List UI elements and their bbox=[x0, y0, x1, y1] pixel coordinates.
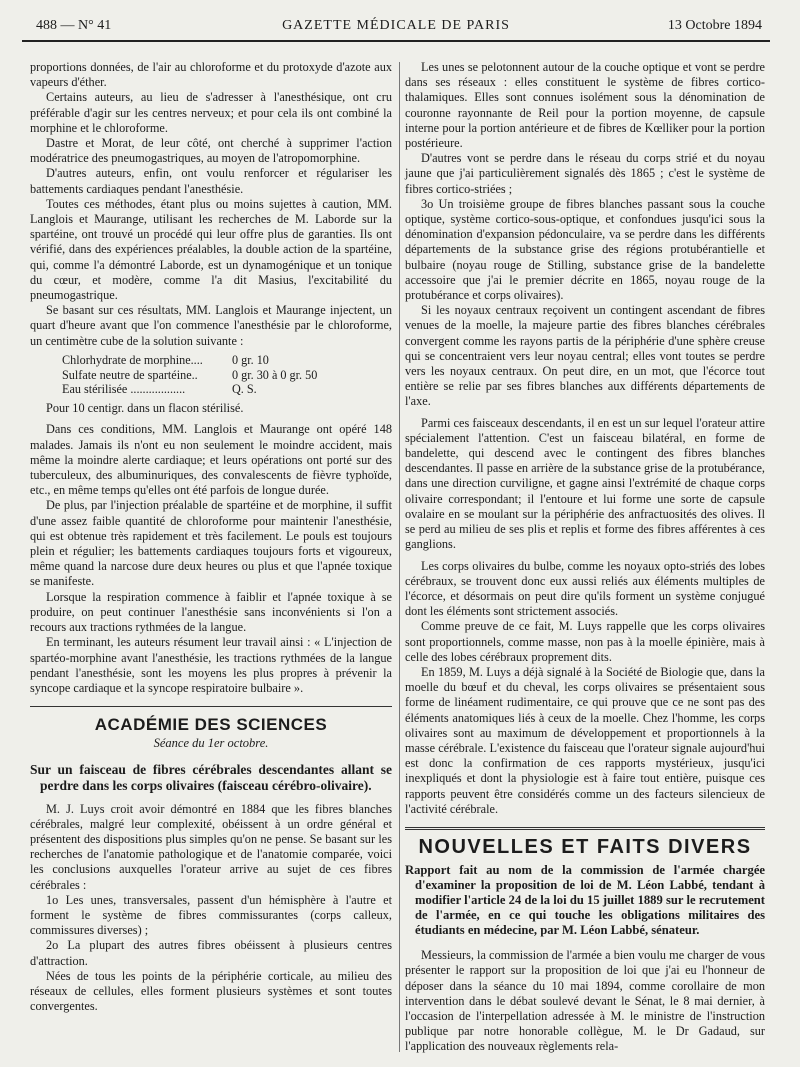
formula-note: Pour 10 centigr. dans un flacon stérilisé. bbox=[46, 401, 244, 416]
paragraph: D'autres vont se perdre dans le réseau du corps strié et du noyau jaune que j'ai particulièrement signalés dès 1865 ; c'est le système de fibres cortico-striées ; bbox=[405, 151, 765, 196]
column-divider bbox=[399, 62, 400, 1052]
paragraph: D'autres auteurs, enfin, ont voulu renforcer et régulariser les battements cardiaques pendant l'anesthésie. bbox=[30, 166, 392, 196]
paragraph: Parmi ces faisceaux descendants, il en est un sur lequel l'orateur attire spécialement l'attention. C'est un faisceau bilatéral, en forme de bandelette, qui descend avec le contingent des fibres blanches descendantes. Il passe en arrière de la substance grise de la protubérance, dans une direction curviligne, et gagne ainsi l'extrémité de chaque corps olivaire correspondant; il l'entoure et lui forme une sorte de capsule ovalaire en se moulant sur la périphérie des anfractuosités des olives. Il se perd au milieu de ses plis et replis et forme des fibres afférentes à ces ganglions. bbox=[405, 415, 765, 552]
ingredient-dose: 0 gr. 10 bbox=[232, 352, 269, 367]
paragraph: Les unes se pelotonnent autour de la couche optique et vont se perdre dans ses réseaux : elles constituent le système de fibres cortico-thalamiques. Elles sont connues isolément sous la dénomination de couronne rayonnante de Reil pour la portion moyenne, de capsule interne pour la portion antérieure et de fibres de Kœlliker pour la portion postérieure. bbox=[405, 60, 765, 151]
section-rule bbox=[405, 827, 765, 830]
ingredient-name: Eau stérilisée .................. bbox=[62, 382, 186, 397]
paragraph: Dans ces conditions, MM. Langlois et Maurange ont opéré 148 malades. Jamais ils n'ont eu non seulement le moindre accident, mais même la moindre alerte cardiaque; et leurs opérations ont porté sur des tuberculeux, des albuminuriques, des convalescents de fièvre typhoïde, etc., en même temps qu'elles ont été parfois de longue durée. bbox=[30, 422, 392, 498]
journal-title: GAZETTE MÉDICALE DE PARIS bbox=[282, 18, 510, 33]
issue-date: 13 Octobre 1894 bbox=[667, 18, 762, 33]
paragraph: proportions données, de l'air au chloroforme et du protoxyde d'azote aux vapeurs d'éther. bbox=[30, 60, 392, 90]
report-title: Rapport fait au nom de la commission de l'armée chargée d'examiner la proposition de loi de M. Léon Labbé, tendant à modifier l'article 24 de la loi du 15 juillet 1889 sur le recrutement de l'armée, en ce qui touche les obligations militaires des étudiants en médecine, par M. Léon Labbé, sénateur. bbox=[405, 863, 765, 938]
section-rule bbox=[30, 706, 392, 707]
paragraph: 1o Les unes, transversales, passent d'un hémisphère à l'autre et forment le système de fibres commissurantes (corps calleux, commissures diverses) ; bbox=[30, 892, 392, 938]
page-number: 488 — N° 41 bbox=[36, 18, 112, 33]
ingredient-dose: 0 gr. 30 à 0 gr. 50 bbox=[232, 367, 318, 382]
article-title: Sur un faisceau de fibres cérébrales descendantes allant se perdre dans les corps olivaires (faisceau cérébro-olivaire). bbox=[30, 761, 392, 793]
paragraph: Nées de tous les points de la périphérie corticale, au milieu des réseaux de cellules, elles forment plusieurs systèmes et sont toutes convergentes. bbox=[30, 968, 392, 1014]
paragraph: Lorsque la respiration commence à faiblir et l'apnée toxique à se produire, on peut continuer l'anesthésie sans inconvénients si l'on a recours aux tractions rythmées de la langue. bbox=[30, 589, 392, 635]
paragraph: De plus, par l'injection préalable de spartéine et de morphine, il suffit d'une assez faible quantité de chloroforme pour maintenir l'anesthésie, qui est obtenue très rapidement et très facilement. Le pouls est toujours plein et régulier; les battements cardiaques toujours forts et vigoureux, même quand la narcose dure deux heures ou plus et que l'apnée toxique se manifeste. bbox=[30, 498, 392, 589]
ingredient-dose: Q. S. bbox=[232, 382, 257, 397]
paragraph: Dastre et Morat, de leur côté, ont cherché à supprimer l'action modératrice des pneumogastriques, au moyen de l'atropomorphine. bbox=[30, 136, 392, 166]
paragraph: Se basant sur ces résultats, MM. Langlois et Maurange injectent, un quart d'heure avant que l'on commence l'anesthésie par le chloroforme, un centimètre cube de la solution suivante : bbox=[30, 303, 392, 348]
left-column bbox=[30, 60, 392, 1014]
paragraph: En terminant, les auteurs résument leur travail ainsi : « L'injection de spartéo-morphine avant l'anesthésie, les tractions rythmées de la langue pendant l'anesthésie, sont les moyens les plus propres à prévenir la syncope cardiaque et la syncope respiratoire bulbaire ». bbox=[30, 635, 392, 695]
paragraph: 3o Un troisième groupe de fibres blanches passant sous la couche optique, système cortico-sous-optique, et confondues jusqu'ici sous la dénomination d'expansion pédonculaire, va se perdre dans les différents départements de la substance grise des régions protubérantielle et bulbaire (noyau rouge de Stilling, substance grise de la bandelette accessoire que j'ai le premier décrite en 1865, noyau rouge de la protubérance et corps olivaires). bbox=[405, 196, 765, 303]
formula-row bbox=[62, 382, 392, 397]
paragraph: M. J. Luys croit avoir démontré en 1884 que les fibres blanches cérébrales, malgré leur complexité, obéissent à un ordre général et présentent des dispositions plus simples qu'on ne pense. Se basant sur les recherches de l'anatomie pathologique et de l'anatomie comparée, voici les conclusions auxquelles l'orateur arrive au sujet de ces fibres cérébrales : bbox=[30, 801, 392, 892]
news-section-title: NOUVELLES ET FAITS DIVERS bbox=[418, 835, 752, 858]
paragraph: Si les noyaux centraux reçoivent un contingent ascendant de fibres venues de la moelle, la majeure partie des fibres blanches cérébrales convergent comme les rayons partis de la périphérie d'une sphère creuse qui se concentraient vers leur noyau central; elles vont toutes se perdre vers les noyaux centraux. On peut dire, en un mot, que l'écorce tout entière se relie par ses fibres blanches aux différents départements de l'axe. bbox=[405, 303, 765, 409]
paragraph: Messieurs, la commission de l'armée a bien voulu me charger de vous présenter le rapport sur la proposition de loi que j'ai eu l'honneur de déposer dans la séance du 10 mai 1894, comme corollaire de mon intervention dans le débat soulevé devant le Sénat, le 8 mai dernier, à l'occasion de l'interpellation adressée à M. le ministre de l'instruction publique par notre honorable collègue, M. le Dr Gadaud, sur l'application des nouveaux règlements rela- bbox=[405, 948, 765, 1054]
formula-row bbox=[62, 353, 392, 368]
paragraph: Comme preuve de ce fait, M. Luys rappelle que les corps olivaires sont proportionnels, comme masse, non pas à la moelle épinière, mais à celle des lobes cérébraux proprement dits. bbox=[405, 619, 765, 664]
paragraph: 2o La plupart des autres fibres obéissent à plusieurs centres d'attraction. bbox=[30, 938, 392, 968]
page-header bbox=[22, 18, 770, 42]
formula-row bbox=[62, 368, 392, 383]
prescription-formula bbox=[62, 353, 392, 397]
paragraph: En 1859, M. Luys a déjà signalé à la Société de Biologie que, dans la moelle du bœuf et du cheval, les corps olivaires se présentaient sous forme de linéament rudimentaire, ce qui prouve que ce ne sont pas des éléments anatomiques liés à ceux de la moelle. Chez l'homme, les corps olivaires sont au maximum de développement et proportionnels à la masse cérébrale. L'existence du faisceau que l'orateur signale aujourd'hui est donc la confirmation de ces rapports mystérieux, jusqu'ici inexpliqués et dont la physiologie est à faire tout entière, puisque ces rapports peuvent être considérés comme un des facteurs silencieux de l'activité cérébrale. bbox=[405, 664, 765, 816]
paragraph: Toutes ces méthodes, étant plus ou moins sujettes à caution, MM. Langlois et Maurange, utilisant les recherches de M. Laborde sur la spartéine, ont trouvé un procédé qui leur offre plus de garanties. Ils ont vérifié, dans des expériences préalables, la double action de la spartéine, qui, comme l'a démontré Laborde, est un dynamogénique et un tonique du cœur, et modère, comme l'a dit Masius, l'excitabilité du pneumogastrique. bbox=[30, 196, 392, 303]
paragraph: Certains auteurs, au lieu de s'adresser à l'anesthésique, ont cru préférable d'agir sur les centres nerveux; et pour cela ils ont combiné la morphine et le chloroforme. bbox=[30, 90, 392, 135]
ingredient-name: Chlorhydrate de morphine.... bbox=[62, 352, 203, 367]
section-title: ACADÉMIE DES SCIENCES bbox=[94, 715, 328, 735]
right-column bbox=[405, 60, 765, 1055]
paragraph: Les corps olivaires du bulbe, comme les noyaux opto-striés des lobes cérébraux, se trouvent donc eux aussi reliés aux éléments multiples de l'écorce, et désormais on peut dire qu'ils forment un système conjugué dont les éléments sont strictement associés. bbox=[405, 558, 765, 619]
section-date: Séance du 1er octobre. bbox=[153, 736, 269, 751]
ingredient-name: Sulfate neutre de spartéine.. bbox=[62, 367, 198, 382]
